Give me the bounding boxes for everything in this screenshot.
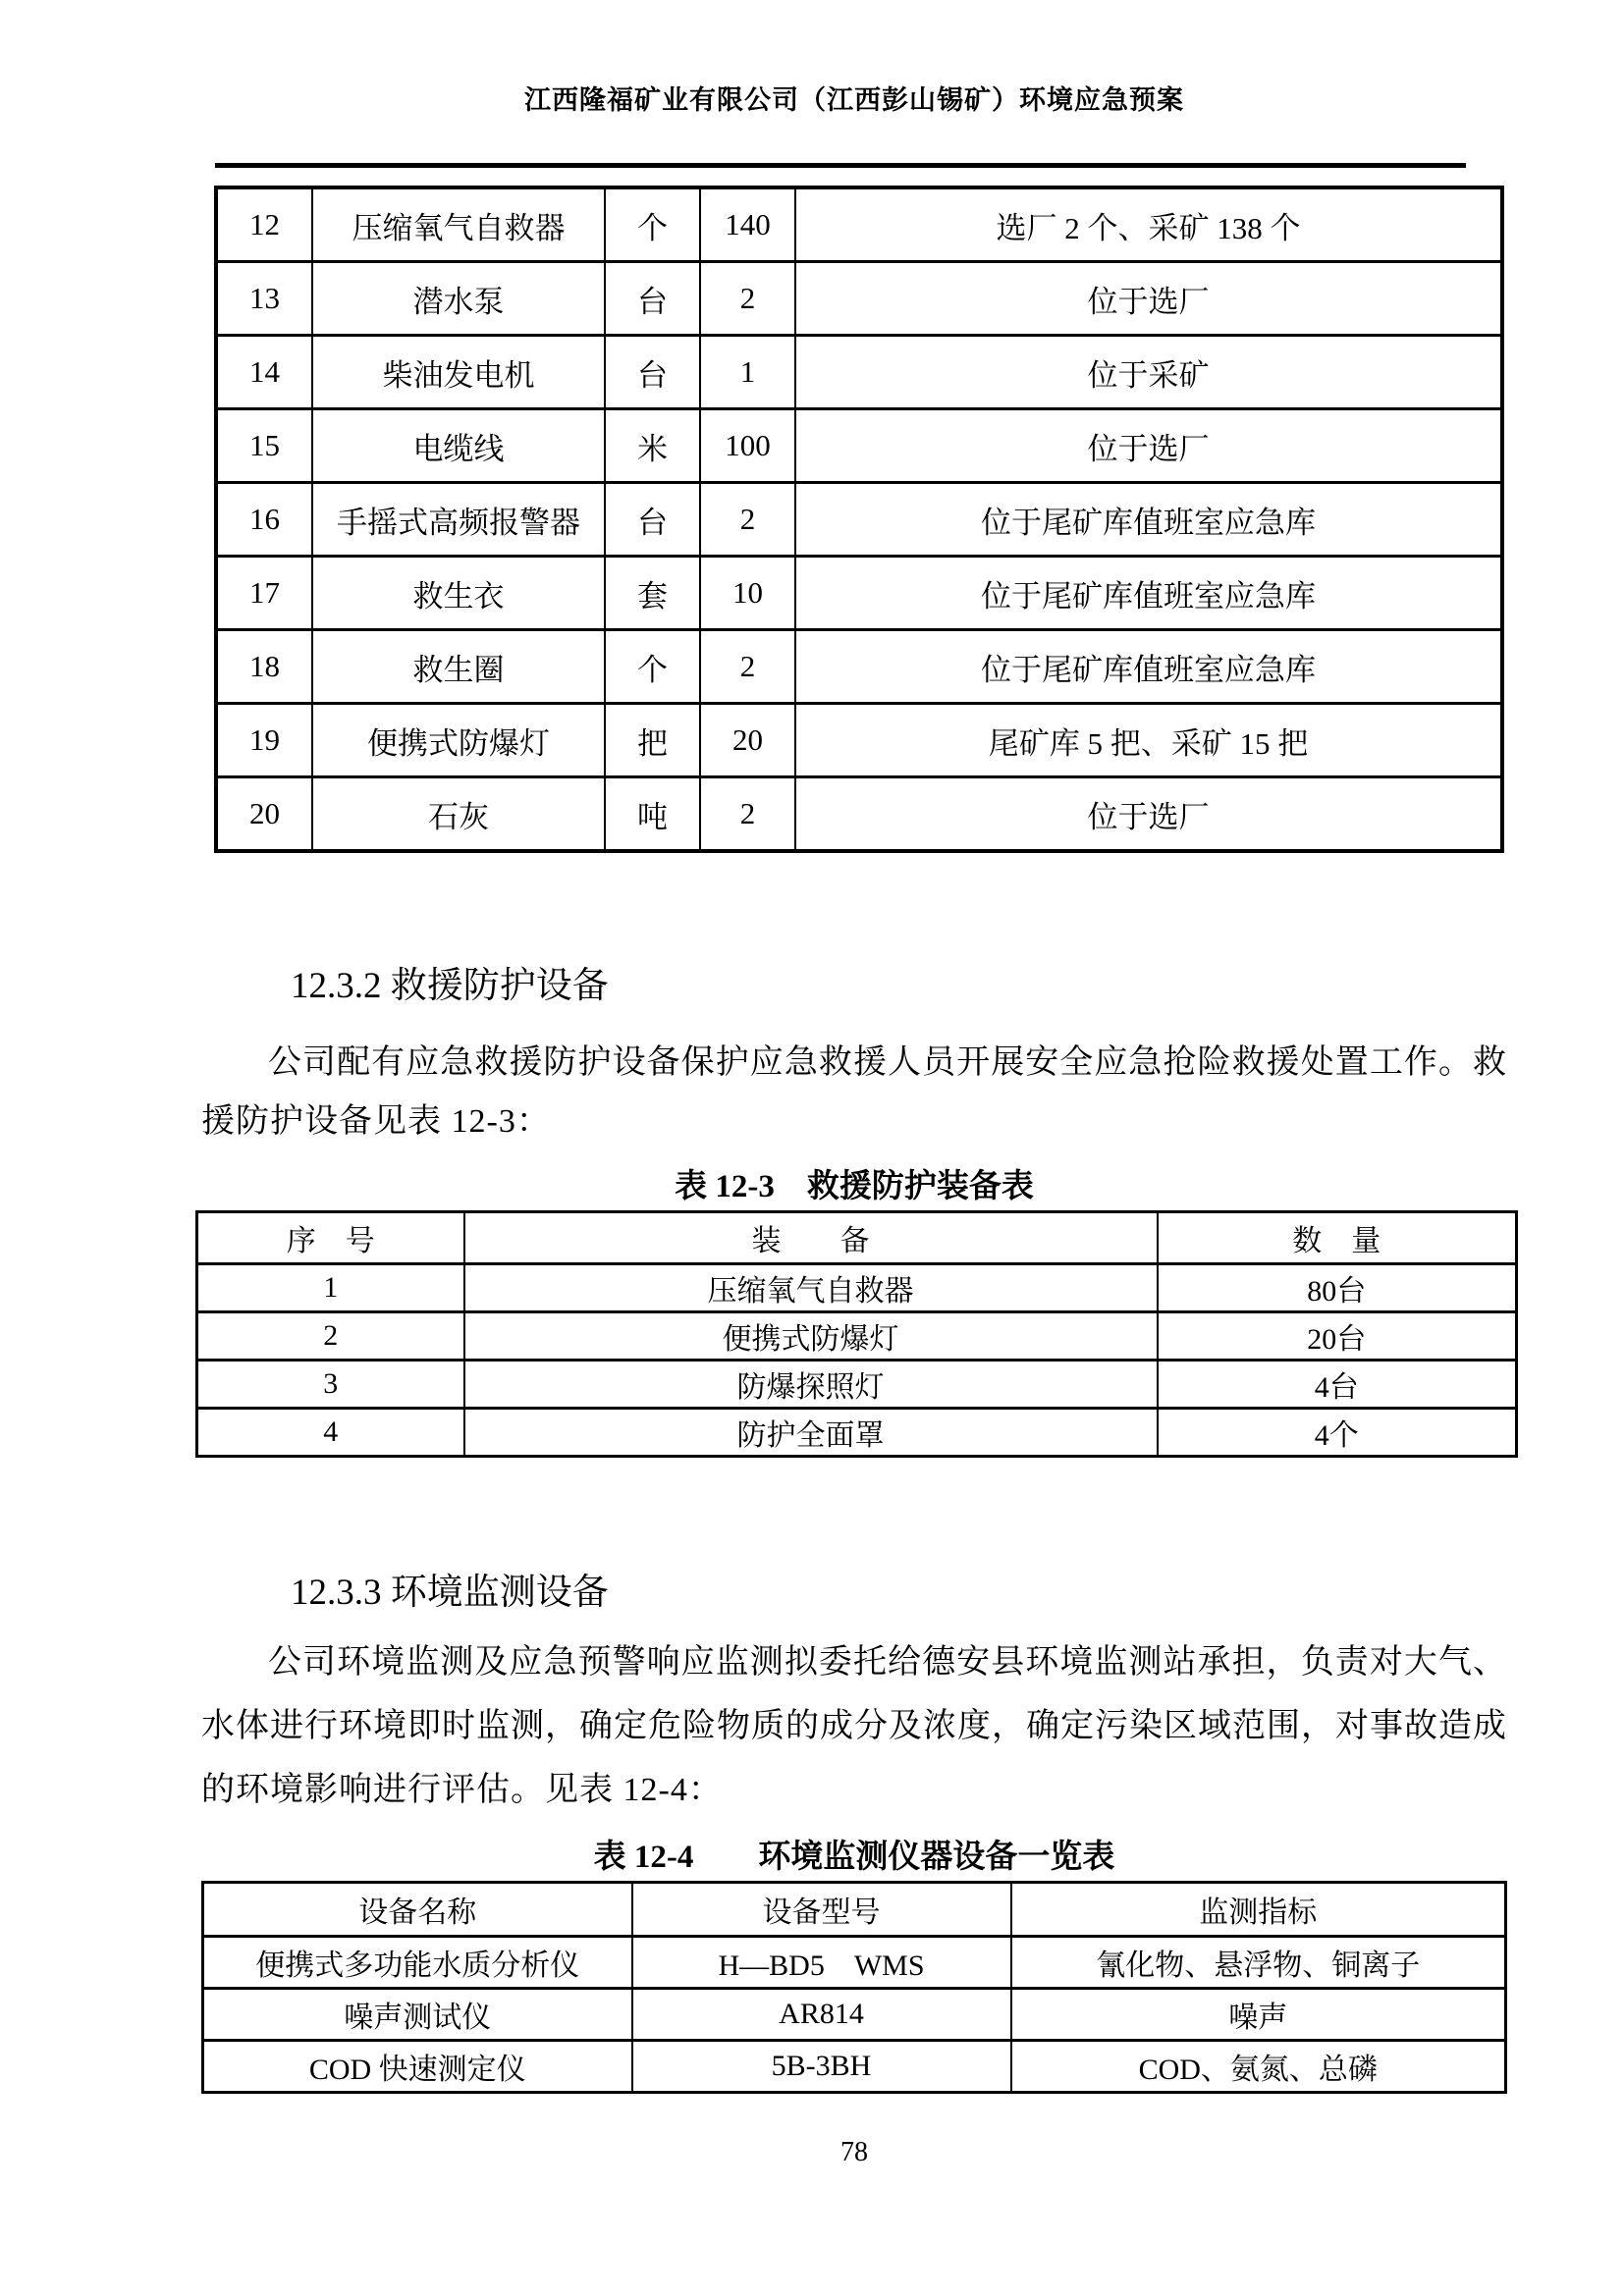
table-row <box>203 1989 1506 2041</box>
table-row <box>197 1264 1517 1312</box>
cell-note: 选厂 2 个、采矿 138 个 <box>795 187 1502 262</box>
cell-qty: 2 <box>700 777 795 852</box>
cell-monitor-indicator: 氰化物、悬浮物、铜离子 <box>1011 1937 1506 1989</box>
cell-device-model: AR814 <box>632 1989 1011 2041</box>
table-row <box>216 777 1502 852</box>
table-row <box>203 1937 1506 1989</box>
table-row <box>216 557 1502 630</box>
cell-qty: 4个 <box>1158 1409 1517 1457</box>
table-row <box>197 1409 1517 1457</box>
table-header-row <box>197 1212 1517 1264</box>
cell-device-name: COD 快速测定仪 <box>203 2041 632 2093</box>
cell-qty: 140 <box>700 187 795 262</box>
cell-equipment: 防爆探照灯 <box>464 1361 1158 1409</box>
cell-no: 16 <box>216 483 312 557</box>
cell-unit: 把 <box>605 704 700 777</box>
cell-no: 17 <box>216 557 312 630</box>
cell-note: 位于尾矿库值班室应急库 <box>795 483 1502 557</box>
section-paragraph-12-3-2: 公司配有应急救援防护设备保护应急救援人员开展安全应急抢险救援处置工作。救援防护设备见表 12-3： <box>201 1044 1507 1140</box>
cell-equipment: 便携式防爆灯 <box>464 1312 1158 1361</box>
section-paragraph-12-3-3: 公司环境监测及应急预警响应监测拟委托给德安县环境监测站承担，负责对大气、水体进行环境即时监测，确定危险物质的成分及浓度，确定污染区域范围，对事故造成的环境影响进行评估。见表 12-4： <box>201 1644 1507 1808</box>
cell-name: 电缆线 <box>312 409 605 483</box>
table-12-3-title: 表 12-3 救援防护装备表 <box>675 1169 1034 1204</box>
cell-note: 位于选厂 <box>795 409 1502 483</box>
header-no: 序 号 <box>197 1212 464 1264</box>
cell-equipment: 防护全面罩 <box>464 1409 1158 1457</box>
table-row <box>216 409 1502 483</box>
emergency-supplies-table <box>214 186 1504 853</box>
cell-qty: 2 <box>700 483 795 557</box>
environmental-monitoring-instruments-table <box>201 1881 1507 2094</box>
cell-no: 20 <box>216 777 312 852</box>
cell-note: 尾矿库 5 把、采矿 15 把 <box>795 704 1502 777</box>
cell-name: 压缩氧气自救器 <box>312 187 605 262</box>
cell-unit: 台 <box>605 262 700 336</box>
section-heading-12-3-2: 12.3.2 救援防护设备 <box>291 966 609 1006</box>
cell-qty: 2 <box>700 630 795 704</box>
cell-name: 潜水泵 <box>312 262 605 336</box>
cell-unit: 吨 <box>605 777 700 852</box>
cell-qty: 2 <box>700 262 795 336</box>
section-heading-12-3-3: 12.3.3 环境监测设备 <box>291 1573 609 1613</box>
table-row <box>216 630 1502 704</box>
cell-unit: 米 <box>605 409 700 483</box>
cell-device-name: 噪声测试仪 <box>203 1989 632 2041</box>
table-row <box>216 262 1502 336</box>
cell-no: 13 <box>216 262 312 336</box>
cell-qty: 80台 <box>1158 1264 1517 1312</box>
table-row <box>216 483 1502 557</box>
cell-no: 14 <box>216 336 312 409</box>
table-12-4-title: 表 12-4 环境监测仪器设备一览表 <box>593 1840 1115 1875</box>
cell-no: 3 <box>197 1361 464 1409</box>
cell-name: 救生圈 <box>312 630 605 704</box>
cell-unit: 台 <box>605 483 700 557</box>
header-monitor-indicator: 监测指标 <box>1011 1883 1506 1937</box>
cell-device-name: 便携式多功能水质分析仪 <box>203 1937 632 1989</box>
table-row <box>197 1361 1517 1409</box>
cell-name: 便携式防爆灯 <box>312 704 605 777</box>
cell-qty: 100 <box>700 409 795 483</box>
cell-unit: 个 <box>605 187 700 262</box>
cell-no: 18 <box>216 630 312 704</box>
cell-note: 位于尾矿库值班室应急库 <box>795 557 1502 630</box>
cell-unit: 套 <box>605 557 700 630</box>
table-row <box>216 187 1502 262</box>
cell-no: 12 <box>216 187 312 262</box>
table-row <box>197 1312 1517 1361</box>
cell-no: 19 <box>216 704 312 777</box>
header-rule <box>215 163 1466 168</box>
cell-name: 柴油发电机 <box>312 336 605 409</box>
cell-monitor-indicator: COD、氨氮、总磷 <box>1011 2041 1506 2093</box>
cell-no: 4 <box>197 1409 464 1457</box>
cell-note: 位于选厂 <box>795 262 1502 336</box>
header-device-model: 设备型号 <box>632 1883 1011 1937</box>
cell-no: 1 <box>197 1264 464 1312</box>
cell-device-model: H—BD5 WMS <box>632 1937 1011 1989</box>
cell-no: 15 <box>216 409 312 483</box>
page-header-title: 江西隆福矿业有限公司（江西彭山锡矿）环境应急预案 <box>524 85 1184 115</box>
cell-no: 2 <box>197 1312 464 1361</box>
header-device-name: 设备名称 <box>203 1883 632 1937</box>
table-header-row <box>203 1883 1506 1937</box>
cell-name: 手摇式高频报警器 <box>312 483 605 557</box>
header-qty: 数 量 <box>1158 1212 1517 1264</box>
cell-qty: 20 <box>700 704 795 777</box>
cell-name: 石灰 <box>312 777 605 852</box>
cell-name: 救生衣 <box>312 557 605 630</box>
cell-qty: 10 <box>700 557 795 630</box>
cell-equipment: 压缩氧气自救器 <box>464 1264 1158 1312</box>
table-row <box>216 336 1502 409</box>
table-row <box>216 704 1502 777</box>
cell-monitor-indicator: 噪声 <box>1011 1989 1506 2041</box>
cell-qty: 1 <box>700 336 795 409</box>
cell-note: 位于采矿 <box>795 336 1502 409</box>
cell-unit: 台 <box>605 336 700 409</box>
rescue-protection-equipment-table <box>195 1210 1518 1458</box>
table-row <box>203 2041 1506 2093</box>
page-number: 78 <box>840 2137 868 2167</box>
cell-note: 位于尾矿库值班室应急库 <box>795 630 1502 704</box>
cell-unit: 个 <box>605 630 700 704</box>
header-equipment: 装 备 <box>464 1212 1158 1264</box>
cell-qty: 20台 <box>1158 1312 1517 1361</box>
cell-device-model: 5B-3BH <box>632 2041 1011 2093</box>
cell-note: 位于选厂 <box>795 777 1502 852</box>
cell-qty: 4台 <box>1158 1361 1517 1409</box>
